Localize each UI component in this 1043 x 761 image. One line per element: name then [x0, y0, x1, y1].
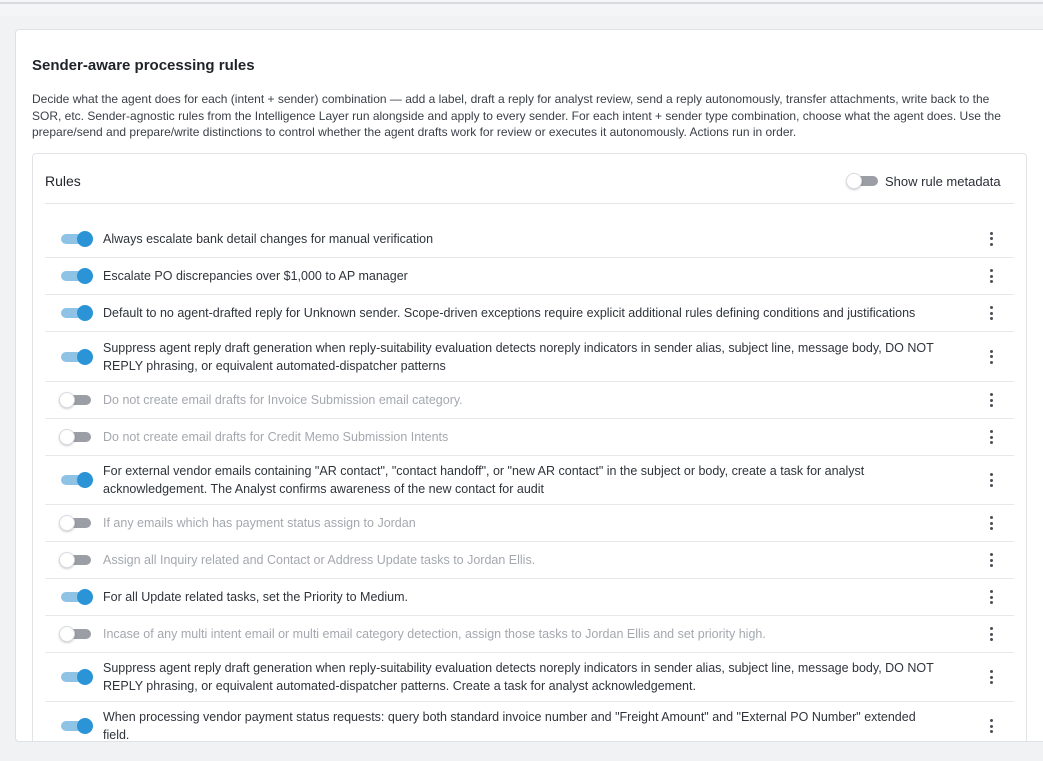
toggle-knob: [77, 589, 93, 605]
rule-enabled-toggle[interactable]: [61, 429, 93, 445]
rule-text: If any emails which has payment status assign to Jordan: [103, 516, 416, 530]
kebab-dot: [990, 275, 993, 278]
toggle-knob: [77, 231, 93, 247]
kebab-menu-icon[interactable]: [986, 717, 996, 735]
toggle-knob: [77, 268, 93, 284]
kebab-dot: [990, 232, 993, 235]
rule-text: For external vendor emails containing "AR contact", "contact handoff", or "new AR contact" in the subject or body, create a task for analyst acknowledgement. The Analyst confirms awareness of the new contact for audit: [103, 464, 865, 496]
rule-text: Do not create email drafts for Invoice Submission email category.: [103, 393, 463, 407]
toggle-knob: [77, 305, 93, 321]
rule-row: [45, 616, 1014, 653]
section-description: Decide what the agent does for each (intent + sender) combination — add a label, draft a reply for analyst review, send a reply autonomously, transfer attachments, write back to the SOR, etc. Sender-agnostic rules from the Intelligence Layer run alongside and apply to every sender. For each intent + sender type combination, choose what the agent does. Use the prepare/send and prepare/write distinctions to control whether the agent drafts work for review or executes it autonomously. Actions run in order.: [32, 92, 1001, 139]
kebab-dot: [990, 355, 993, 358]
kebab-dot: [990, 676, 993, 679]
rule-text: Incase of any multi intent email or multi email category detection, assign those tasks to Jordan Ellis and set priority high.: [103, 627, 766, 641]
rule-text: Escalate PO discrepancies over $1,000 to AP manager: [103, 269, 408, 283]
rule-row: [45, 258, 1014, 295]
kebab-dot: [990, 441, 993, 444]
rule-enabled-toggle[interactable]: [61, 472, 93, 488]
kebab-dot: [990, 430, 993, 433]
kebab-dot: [990, 719, 993, 722]
rule-text: When processing vendor payment status requests: query both standard invoice number and "Freight Amount" and "External PO Number" extended field.: [103, 710, 916, 742]
kebab-dot: [990, 633, 993, 636]
rules-header: [33, 154, 1026, 204]
kebab-menu-icon[interactable]: [986, 267, 996, 285]
rule-row: [45, 382, 1014, 419]
kebab-dot: [990, 404, 993, 407]
toggle-knob: [77, 349, 93, 365]
rule-text: Suppress agent reply draft generation when reply-suitability evaluation detects noreply indicators in sender alias, subject line, message body, DO NOT REPLY phrasing, or equivalent automated-dispatcher patterns: [103, 340, 934, 373]
kebab-menu-icon[interactable]: [986, 551, 996, 569]
kebab-dot: [990, 237, 993, 240]
kebab-dot: [990, 280, 993, 283]
kebab-dot: [990, 725, 993, 728]
rule-enabled-toggle[interactable]: [61, 231, 93, 247]
rule-row: [45, 505, 1014, 542]
show-rule-metadata-toggle[interactable]: [848, 173, 880, 189]
kebab-dot: [990, 269, 993, 272]
kebab-dot: [990, 312, 993, 315]
show-rule-metadata-label: Show rule metadata: [885, 174, 1001, 189]
kebab-dot: [990, 730, 993, 733]
toggle-knob: [59, 392, 75, 408]
rule-enabled-toggle[interactable]: [61, 349, 93, 365]
toggle-knob: [59, 429, 75, 445]
kebab-dot: [990, 601, 993, 604]
toggle-knob: [77, 669, 93, 685]
kebab-dot: [990, 516, 993, 519]
rule-row: [45, 579, 1014, 616]
toggle-knob: [77, 472, 93, 488]
kebab-dot: [990, 590, 993, 593]
rule-row: [45, 419, 1014, 456]
header-divider: [45, 203, 1014, 204]
kebab-dot: [990, 559, 993, 562]
kebab-dot: [990, 670, 993, 673]
rules-panel: [32, 153, 1027, 742]
rule-enabled-toggle[interactable]: [61, 392, 93, 408]
kebab-dot: [990, 479, 993, 482]
kebab-dot: [990, 484, 993, 487]
kebab-menu-icon[interactable]: [986, 668, 996, 686]
rule-row: [45, 332, 1014, 382]
kebab-dot: [990, 243, 993, 246]
rule-text: Assign all Inquiry related and Contact or Address Update tasks to Jordan Ellis.: [103, 553, 536, 567]
kebab-dot: [990, 627, 993, 630]
kebab-dot: [990, 473, 993, 476]
top-divider: [0, 2, 1043, 4]
kebab-menu-icon[interactable]: [986, 514, 996, 532]
rule-enabled-toggle[interactable]: [61, 515, 93, 531]
kebab-dot: [990, 393, 993, 396]
rule-text: Do not create email drafts for Credit Memo Submission Intents: [103, 430, 449, 444]
kebab-dot: [990, 350, 993, 353]
kebab-dot: [990, 436, 993, 439]
rule-row: [45, 220, 1014, 258]
toggle-knob: [846, 173, 862, 189]
kebab-dot: [990, 361, 993, 364]
kebab-dot: [990, 522, 993, 525]
rule-row: [45, 295, 1014, 332]
rule-enabled-toggle[interactable]: [61, 669, 93, 685]
rule-enabled-toggle[interactable]: [61, 718, 93, 734]
rule-enabled-toggle[interactable]: [61, 552, 93, 568]
toggle-knob: [77, 718, 93, 734]
kebab-menu-icon[interactable]: [986, 428, 996, 446]
kebab-menu-icon[interactable]: [986, 391, 996, 409]
rule-enabled-toggle[interactable]: [61, 589, 93, 605]
toggle-knob: [59, 552, 75, 568]
rule-text: For all Update related tasks, set the Priority to Medium.: [103, 590, 408, 604]
kebab-menu-icon[interactable]: [986, 304, 996, 322]
rule-row: [45, 456, 1014, 505]
rule-row: [45, 702, 1014, 742]
rule-enabled-toggle[interactable]: [61, 305, 93, 321]
kebab-menu-icon[interactable]: [986, 471, 996, 489]
kebab-dot: [990, 681, 993, 684]
kebab-dot: [990, 399, 993, 402]
rules-title: Rules: [45, 173, 81, 189]
kebab-dot: [990, 317, 993, 320]
kebab-menu-icon[interactable]: [986, 348, 996, 366]
rule-row: [45, 542, 1014, 579]
rule-text: Always escalate bank detail changes for manual verification: [103, 231, 434, 246]
section-title: Sender-aware processing rules: [32, 57, 255, 74]
kebab-menu-icon[interactable]: [986, 588, 996, 606]
kebab-dot: [990, 596, 993, 599]
toggle-knob: [59, 515, 75, 531]
kebab-menu-icon[interactable]: [986, 625, 996, 643]
top-strip: [0, 0, 1043, 16]
kebab-dot: [990, 553, 993, 556]
kebab-dot: [990, 527, 993, 530]
kebab-menu-icon[interactable]: [986, 230, 996, 248]
rule-enabled-toggle[interactable]: [61, 626, 93, 642]
sender-aware-rules-card: [15, 29, 1043, 742]
kebab-dot: [990, 306, 993, 309]
rule-enabled-toggle[interactable]: [61, 268, 93, 284]
rule-row: [45, 653, 1014, 702]
kebab-dot: [990, 638, 993, 641]
rules-list: [45, 220, 1014, 742]
rule-text: Default to no agent-drafted reply for Unknown sender. Scope-driven exceptions require explicit additional rules defining conditions and justifications: [103, 306, 916, 320]
kebab-dot: [990, 564, 993, 567]
rule-text: Suppress agent reply draft generation when reply-suitability evaluation detects noreply indicators in sender alias, subject line, message body, DO NOT REPLY phrasing, or equivalent automated-dispatcher patterns. Create a task for analyst acknowledgement.: [103, 661, 934, 693]
toggle-knob: [59, 626, 75, 642]
